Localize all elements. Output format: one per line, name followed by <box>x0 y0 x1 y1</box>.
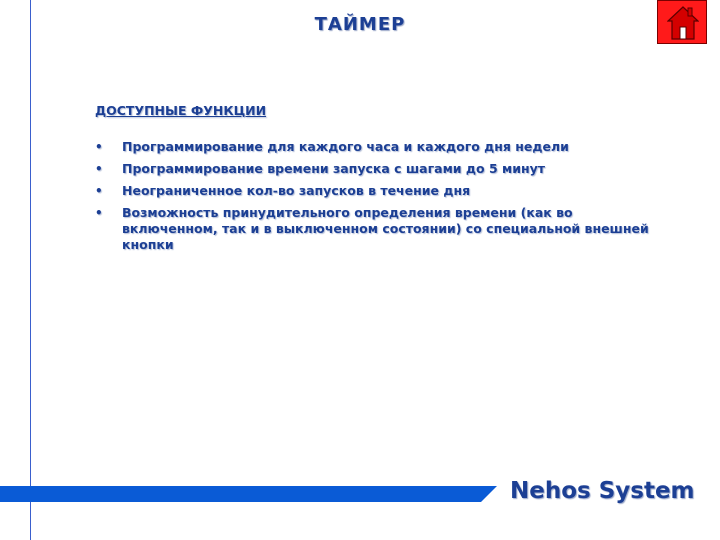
bullet-icon: • <box>95 184 103 198</box>
home-button[interactable] <box>657 0 707 44</box>
list-item <box>95 139 655 155</box>
feature-list <box>95 139 655 259</box>
list-item <box>95 183 655 199</box>
list-item-text: Программирование времени запуска с шагами до 5 минут <box>122 161 546 176</box>
page-title: ТАЙМЕР <box>314 14 406 35</box>
list-item-text: Неограниченное кол-во запусков в течение дня <box>122 183 471 198</box>
home-icon <box>667 5 699 41</box>
bullet-icon: • <box>95 206 103 220</box>
bullet-icon: • <box>95 140 103 154</box>
list-item-text: Программирование для каждого часа и каждого дня недели <box>122 139 569 154</box>
section-heading: ДОСТУПНЫЕ ФУНКЦИИ <box>95 103 267 118</box>
list-item <box>95 161 655 177</box>
bullet-icon: • <box>95 162 103 176</box>
list-item-text: Возможность принудительного определения времени (как во включенном, так и в выключенном состоянии) со специальной внешней кнопки <box>122 205 649 252</box>
brand-logo-text: Nehos System <box>510 478 695 504</box>
list-item <box>95 205 655 253</box>
left-vertical-rule <box>30 0 31 540</box>
